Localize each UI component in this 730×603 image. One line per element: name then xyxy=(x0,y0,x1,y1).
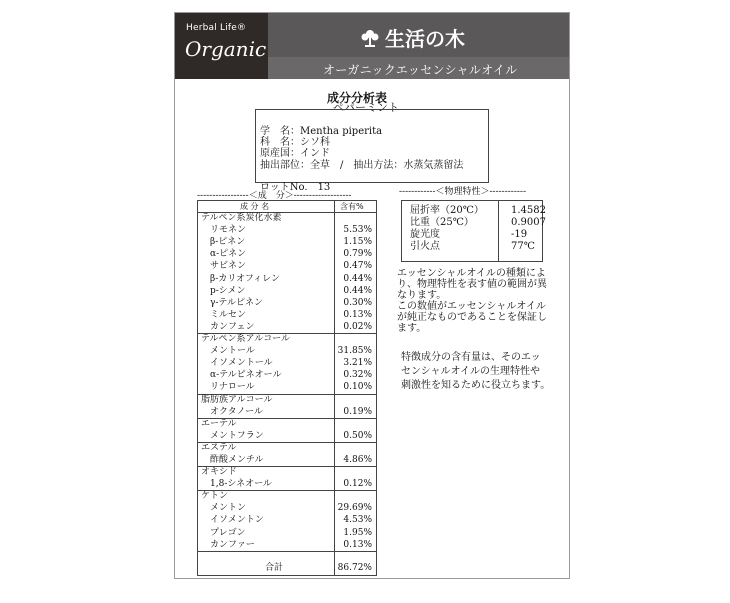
group-heading: テルペン系炭化水素 xyxy=(201,213,282,223)
group-heading-row xyxy=(198,333,376,345)
component-percent: 0.19% xyxy=(343,406,372,417)
info-box xyxy=(255,109,489,193)
brand-top-text: Herbal Life® xyxy=(186,23,247,33)
note-line: 刺激性を知るために役立ちます。 xyxy=(401,380,551,391)
component-percent: 0.30% xyxy=(343,297,372,308)
physical-row xyxy=(402,241,542,253)
component-group xyxy=(198,394,376,419)
component-percent: 4.53% xyxy=(343,515,372,526)
component-row xyxy=(198,454,376,466)
component-name: プレゴン xyxy=(210,527,246,538)
component-name: カンファー xyxy=(210,539,255,550)
plant-name: ペパーミント xyxy=(333,101,399,114)
component-percent: 31.85% xyxy=(337,346,372,357)
component-group xyxy=(198,466,376,491)
component-row xyxy=(198,430,376,442)
note-line: り、物理特性を表す値の範囲が異 xyxy=(397,279,547,290)
component-name: メントール xyxy=(210,346,255,357)
component-name: 1,8-シネオール xyxy=(210,479,272,490)
component-row xyxy=(198,285,376,297)
shop-name: 生活の木 xyxy=(385,27,465,51)
component-percent: 0.02% xyxy=(343,321,372,332)
physical-label: 比重（25℃） xyxy=(410,217,474,228)
analysis-sheet xyxy=(174,12,570,579)
shop-logo xyxy=(360,23,465,52)
group-heading: ケトン xyxy=(201,491,229,502)
note-line: 特徴成分の含有量は、そのエッ xyxy=(401,352,541,363)
component-name: リモネン xyxy=(210,225,247,236)
physical-value: -19 xyxy=(511,229,528,240)
component-group xyxy=(198,490,376,552)
total-label: 合計 xyxy=(265,563,284,573)
component-percent: 0.50% xyxy=(343,430,372,441)
note-line: が純正なものであることを保証し xyxy=(397,312,547,323)
physical-value: 77℃ xyxy=(511,241,535,252)
group-heading-row xyxy=(198,418,376,430)
physical-label: 旋光度 xyxy=(410,229,440,240)
physical-row xyxy=(402,229,542,241)
component-row xyxy=(198,260,376,272)
component-percent: 5.53% xyxy=(343,225,372,236)
component-percent: 1.95% xyxy=(343,527,372,538)
note-line: エッセンシャルオイルの種類によ xyxy=(397,268,546,279)
group-heading: エーテル xyxy=(201,418,237,429)
group-heading-row xyxy=(198,394,376,406)
group-heading-row xyxy=(198,490,376,502)
components-section-label: -----------------＜成 分＞------------------- xyxy=(197,191,352,201)
component-name: イソメントール xyxy=(210,358,273,369)
group-heading-row xyxy=(198,466,376,478)
component-row xyxy=(198,273,376,285)
component-row xyxy=(198,321,376,333)
component-row xyxy=(198,514,376,526)
info-line: 抽出部位：全草 / 抽出方法：水蒸気蒸留法 xyxy=(260,160,464,171)
component-row xyxy=(198,357,376,369)
component-percent: 0.13% xyxy=(343,309,372,320)
component-row xyxy=(198,502,376,514)
component-name: メントフラン xyxy=(210,430,264,441)
group-heading-row xyxy=(198,212,376,224)
component-percent: 3.21% xyxy=(343,358,372,369)
component-name: β-ピネン xyxy=(210,237,246,248)
component-percent: 0.32% xyxy=(343,370,372,381)
component-percent: 29.69% xyxy=(337,503,372,514)
physical-table xyxy=(401,200,546,262)
component-name: リナロール xyxy=(210,382,255,393)
header-subtitle: オーガニックエッセンシャルオイル xyxy=(323,63,518,77)
component-row xyxy=(198,248,376,260)
component-percent: 0.10% xyxy=(343,382,372,393)
document-title: 成分分析表 xyxy=(327,91,388,105)
component-group xyxy=(198,212,376,334)
col-pct-header: 含有% xyxy=(340,202,364,211)
note-line: なります。 xyxy=(397,290,447,301)
component-name: イソメントン xyxy=(210,515,264,526)
col-name-header: 成 分 名 xyxy=(240,202,270,211)
component-group xyxy=(198,333,376,395)
brand-main-text: Organic xyxy=(185,37,267,61)
component-percent: 0.13% xyxy=(343,539,372,550)
component-percent: 0.12% xyxy=(343,479,372,490)
components-table xyxy=(197,200,377,576)
component-percent: 0.44% xyxy=(343,285,372,296)
component-percent: 1.15% xyxy=(343,237,372,248)
info-line: 学 名：Mentha piperita xyxy=(260,126,383,137)
physical-label: 引火点 xyxy=(410,241,440,252)
component-name: サビネン xyxy=(210,261,247,272)
note-line: この数値がエッセンシャルオイル xyxy=(397,301,546,312)
note-paragraph-1 xyxy=(397,268,547,334)
note-paragraph-2 xyxy=(401,351,550,393)
component-percent: 4.86% xyxy=(343,454,372,465)
physical-section-label: ------------＜物理特性＞------------ xyxy=(399,187,526,197)
physical-value: 1.4582 xyxy=(511,205,546,216)
group-heading-row xyxy=(198,442,376,454)
component-row xyxy=(198,381,376,393)
component-name: ミルセン xyxy=(210,309,247,320)
component-row xyxy=(198,224,376,236)
component-name: γ-テルピネン xyxy=(210,297,263,308)
component-row xyxy=(198,297,376,309)
component-name: p-シメン xyxy=(210,285,246,296)
physical-row xyxy=(402,205,546,217)
group-heading: エステル xyxy=(201,442,237,453)
component-percent: 0.79% xyxy=(343,249,372,260)
component-row xyxy=(198,345,376,357)
component-percent: 0.44% xyxy=(343,273,372,284)
note-line: センシャルオイルの生理特性や xyxy=(401,366,541,377)
component-row xyxy=(198,369,376,381)
component-name: α-テルピネオール xyxy=(210,370,282,381)
physical-label: 屈折率（20℃） xyxy=(410,205,484,216)
physical-row xyxy=(402,217,546,229)
total-value: 86.72% xyxy=(337,563,372,573)
component-row xyxy=(198,236,376,248)
component-name: 酢酸メンチル xyxy=(210,454,264,465)
component-group xyxy=(198,442,376,467)
component-row xyxy=(198,478,376,490)
group-heading: 脂肪族アルコール xyxy=(201,394,273,405)
component-name: α-ピネン xyxy=(210,249,247,260)
component-row xyxy=(198,309,376,321)
tree-icon xyxy=(360,28,380,48)
group-heading: オキシド xyxy=(201,467,237,478)
component-name: オクタノール xyxy=(210,406,263,417)
component-row xyxy=(198,406,376,418)
component-row xyxy=(198,539,376,551)
component-name: カンフェン xyxy=(210,321,255,332)
note-line: ます。 xyxy=(397,323,427,334)
physical-value: 0.9007 xyxy=(511,217,546,228)
component-name: メントン xyxy=(210,503,247,514)
component-row xyxy=(198,527,376,539)
info-line: 原産国：インド xyxy=(260,148,330,159)
component-percent: 0.47% xyxy=(343,261,372,272)
total-row xyxy=(198,562,376,575)
info-line: 科 名：シソ科 xyxy=(260,137,330,148)
component-name: β-カリオフィレン xyxy=(210,273,280,284)
group-heading: テルペン系アルコール xyxy=(201,334,291,344)
brand-logo xyxy=(175,13,268,79)
component-group xyxy=(198,418,376,443)
header-banner xyxy=(268,13,569,79)
info-line: ロットNo. 13 xyxy=(260,182,331,193)
